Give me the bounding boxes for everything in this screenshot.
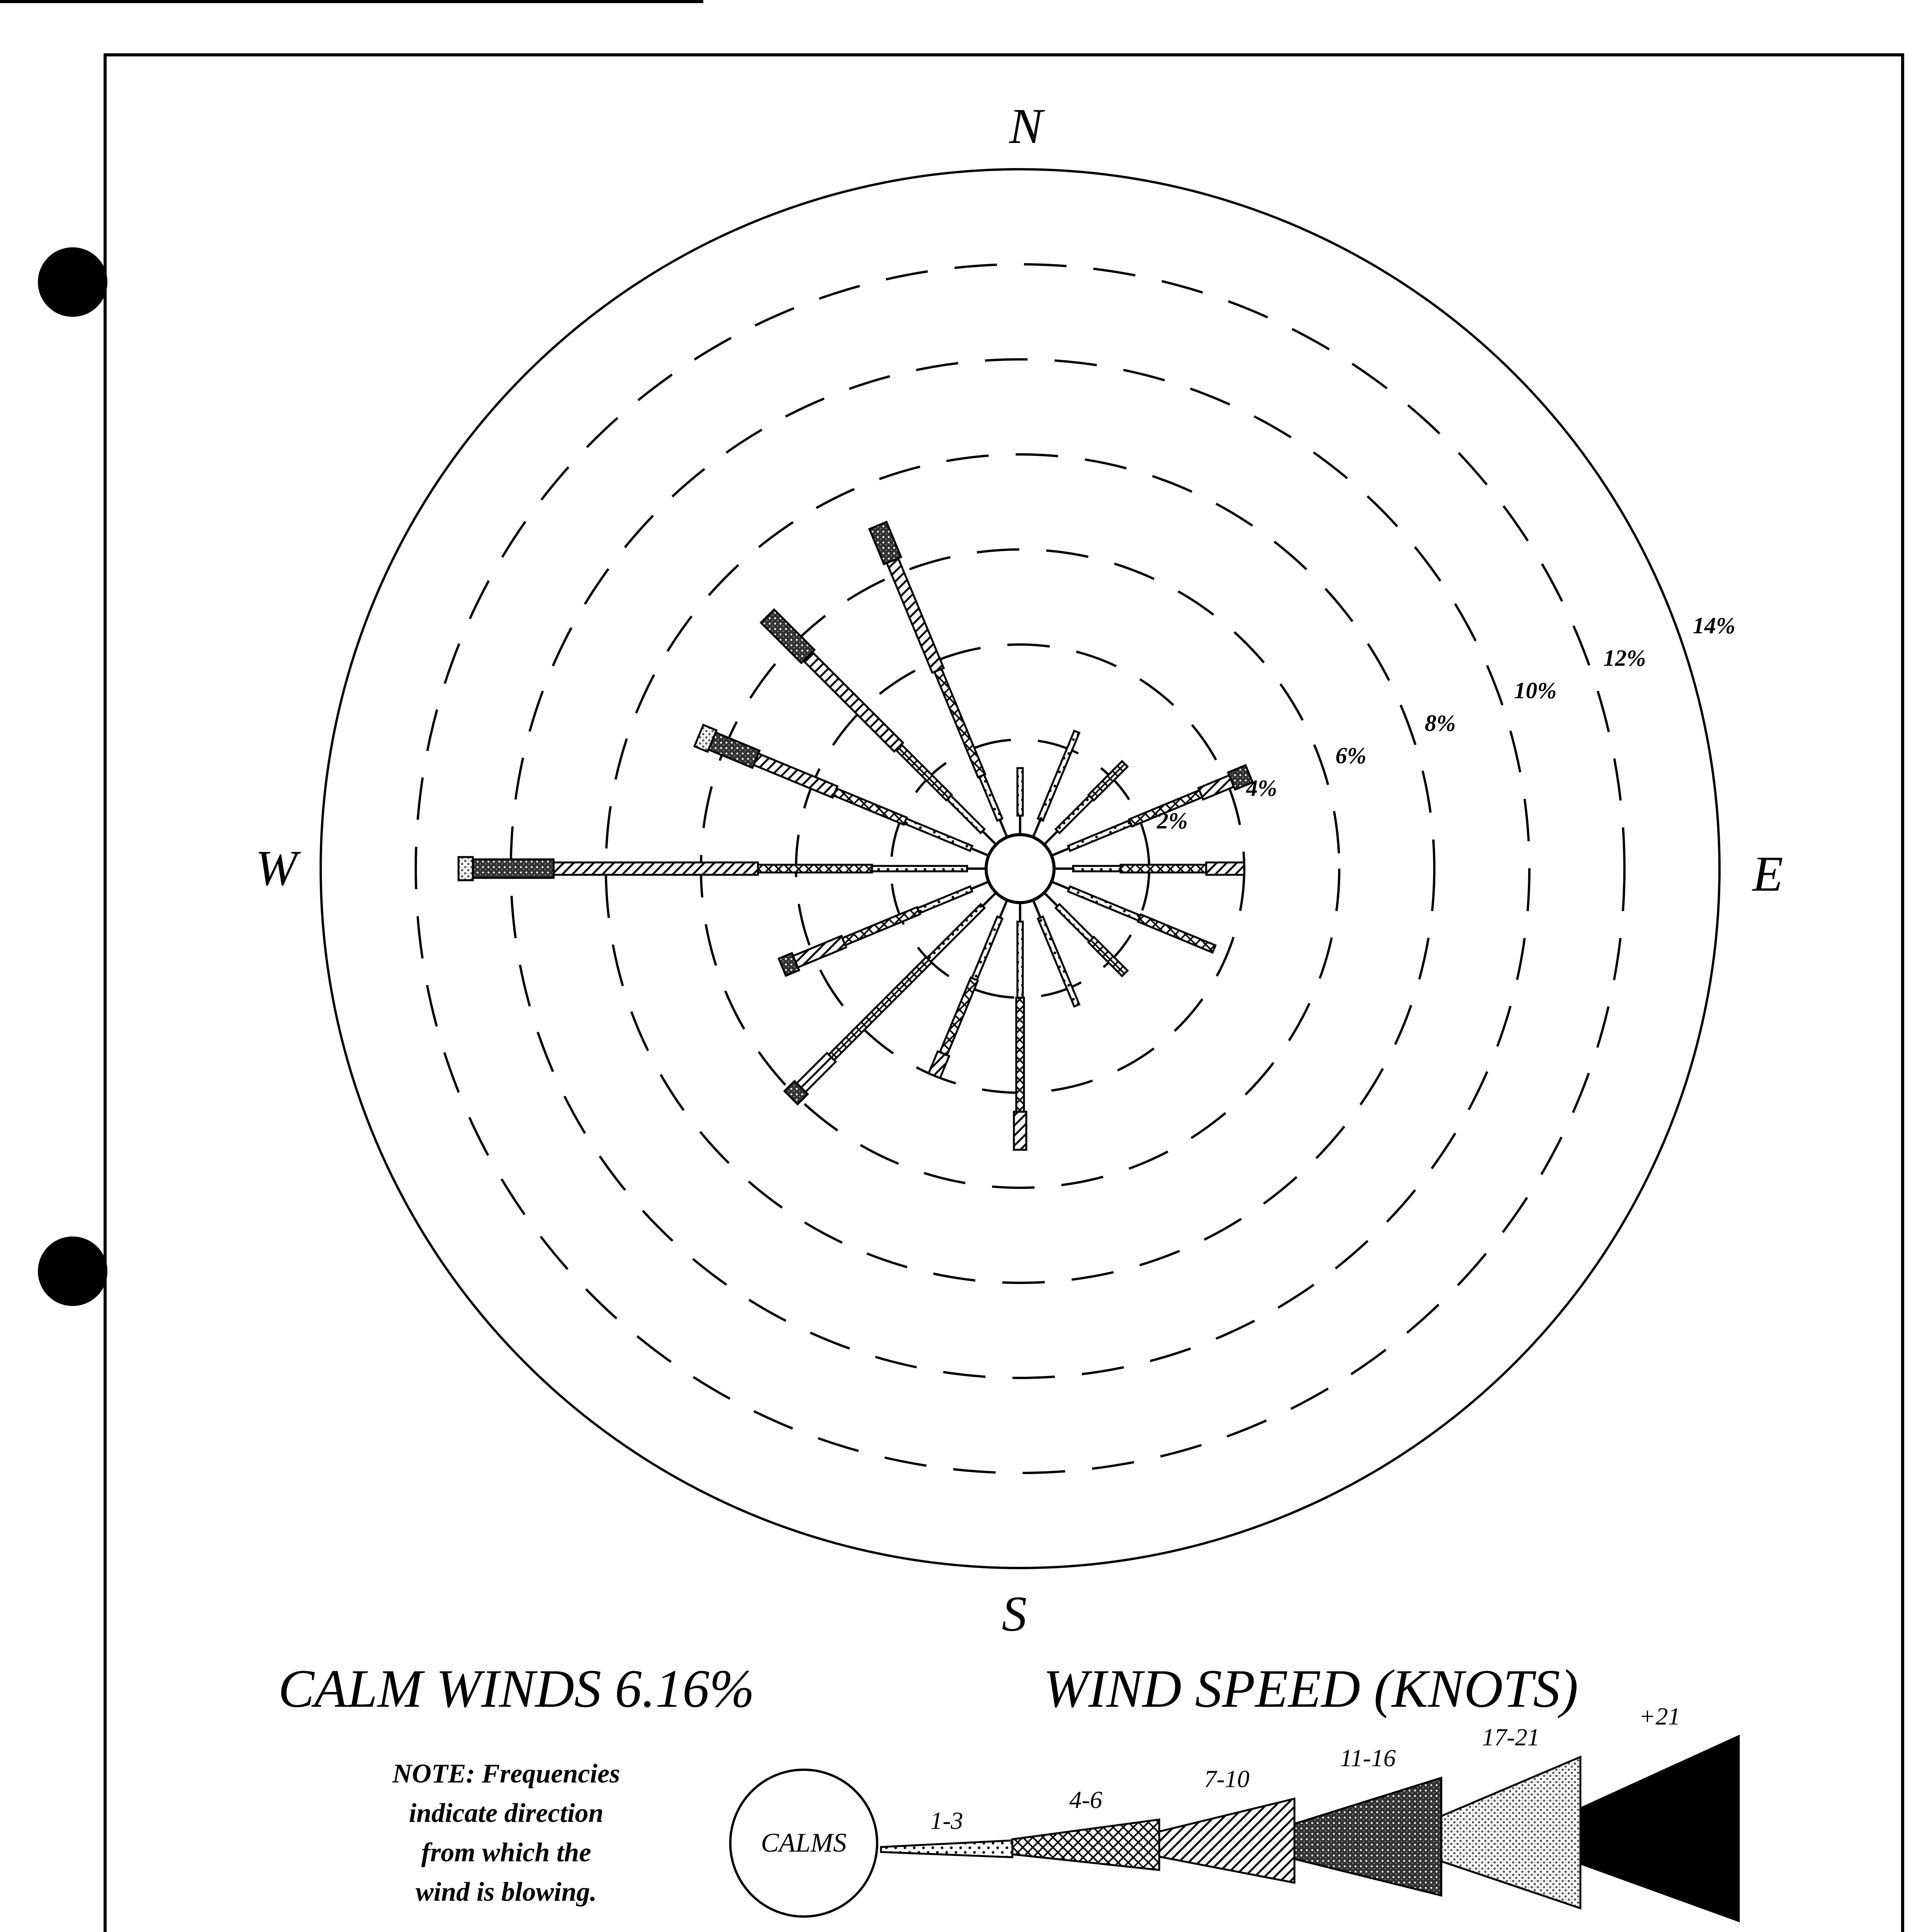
rose-calm-circle (986, 835, 1054, 903)
rose-spoke (1000, 900, 1007, 917)
rose-segment-e (1073, 866, 1121, 871)
rose-segment-w (473, 859, 554, 878)
ring-label: 8% (1425, 710, 1456, 736)
legend-speed-label: +21 (1639, 1702, 1680, 1730)
rose-segment-e (1121, 865, 1206, 872)
note-text (348, 1754, 665, 1912)
rose-spoke (1044, 831, 1058, 845)
rose-segment-ese (1068, 886, 1140, 920)
legend-speed-label: 7-10 (1204, 1765, 1250, 1793)
rose-segment-wsw (917, 886, 972, 913)
rose-spoke (971, 882, 988, 889)
rose-segment-wnw (753, 753, 837, 798)
rose-segment-w (872, 866, 967, 871)
note-line: NOTE: Frequencies (392, 1759, 620, 1789)
ring-label: 2% (1156, 808, 1188, 833)
ring-label: 6% (1335, 743, 1367, 769)
rose-segment-nnw (979, 775, 1002, 821)
note-line: from which the (421, 1838, 591, 1867)
rose-segment-nnw (887, 558, 944, 673)
note-line: wind is blowing. (415, 1877, 597, 1907)
rose-segment-ne (1088, 761, 1128, 800)
rose-segment-wsw (793, 936, 846, 967)
calm-winds-caption: CALM WINDS 6.16% (278, 1659, 755, 1719)
compass-s-label: S (1002, 1586, 1027, 1642)
rose-segment-ssw (940, 978, 978, 1055)
rose-spoke (1051, 848, 1069, 855)
rose-segment-nw (947, 796, 985, 833)
compass-w-label: W (255, 840, 298, 896)
rose-segment-se (1056, 904, 1093, 942)
rose-spoke (1051, 882, 1069, 889)
legend-calms-label: CALMS (761, 1828, 847, 1858)
legend-speed-label: 4-6 (1069, 1786, 1102, 1813)
rose-segment-e (1206, 862, 1244, 875)
rose-segment-ene (1199, 776, 1234, 800)
legend-speed-label: 17-21 (1482, 1723, 1540, 1751)
rose-segment-se (1088, 937, 1128, 976)
rose-segment-nw (803, 652, 903, 751)
rose-segment-ssw (929, 1051, 949, 1078)
rose-segment-sw (927, 904, 985, 962)
rose-spoke (971, 848, 988, 855)
legend-speed-label: 11-16 (1340, 1744, 1396, 1772)
rose-segment-sw (797, 1053, 836, 1092)
ring-label: 4% (1246, 775, 1277, 801)
rose-segment-ene (1068, 820, 1131, 851)
rose-segment-wnw (833, 788, 906, 825)
note-line: indicate direction (409, 1798, 604, 1828)
rose-segment-nw (896, 744, 952, 800)
rose-spoke (983, 831, 996, 845)
ring-label: 10% (1514, 678, 1557, 704)
rose-segment-ese (1138, 915, 1216, 952)
rose-segment-w (758, 865, 872, 872)
rose-segment-n (1017, 768, 1023, 816)
rose-segment-ssw (972, 917, 1002, 980)
rose-segment-wnw (904, 818, 972, 851)
wind-speed-title: WIND SPEED (KNOTS) (1043, 1659, 1578, 1719)
legend-segment (1159, 1799, 1294, 1883)
rose-segment-w (459, 857, 473, 880)
rose-segment-nnw (934, 669, 985, 777)
rose-segment-nw (761, 609, 814, 663)
legend-segment (881, 1840, 1012, 1857)
rose-spoke (983, 893, 996, 906)
rose-spoke (1044, 893, 1058, 906)
wind-speed-legend (726, 1702, 1770, 1924)
rose-segment-s (1016, 998, 1024, 1112)
ring-label: 12% (1603, 645, 1646, 671)
compass-n-label: N (1009, 99, 1043, 154)
rose-segment-wnw (709, 733, 760, 768)
ring-label: 14% (1692, 612, 1735, 638)
rose-spoke (1033, 820, 1041, 837)
rose-segment-wsw (842, 907, 920, 945)
rose-segment-ne (1056, 796, 1093, 833)
rose-spoke (1000, 820, 1007, 837)
rose-segment-s (1014, 1112, 1026, 1150)
legend-segment (1012, 1820, 1159, 1870)
rose-spoke (1033, 900, 1041, 917)
rose-segment-nnw (869, 522, 901, 564)
rose-segment-w (554, 862, 758, 875)
legend-segment (1580, 1736, 1739, 1921)
compass-e-label: E (1752, 846, 1783, 902)
legend-segment (1441, 1757, 1580, 1908)
rose-segment-s (1017, 922, 1023, 998)
legend-speed-label: 1-3 (930, 1807, 963, 1834)
legend-segment (1294, 1778, 1441, 1896)
